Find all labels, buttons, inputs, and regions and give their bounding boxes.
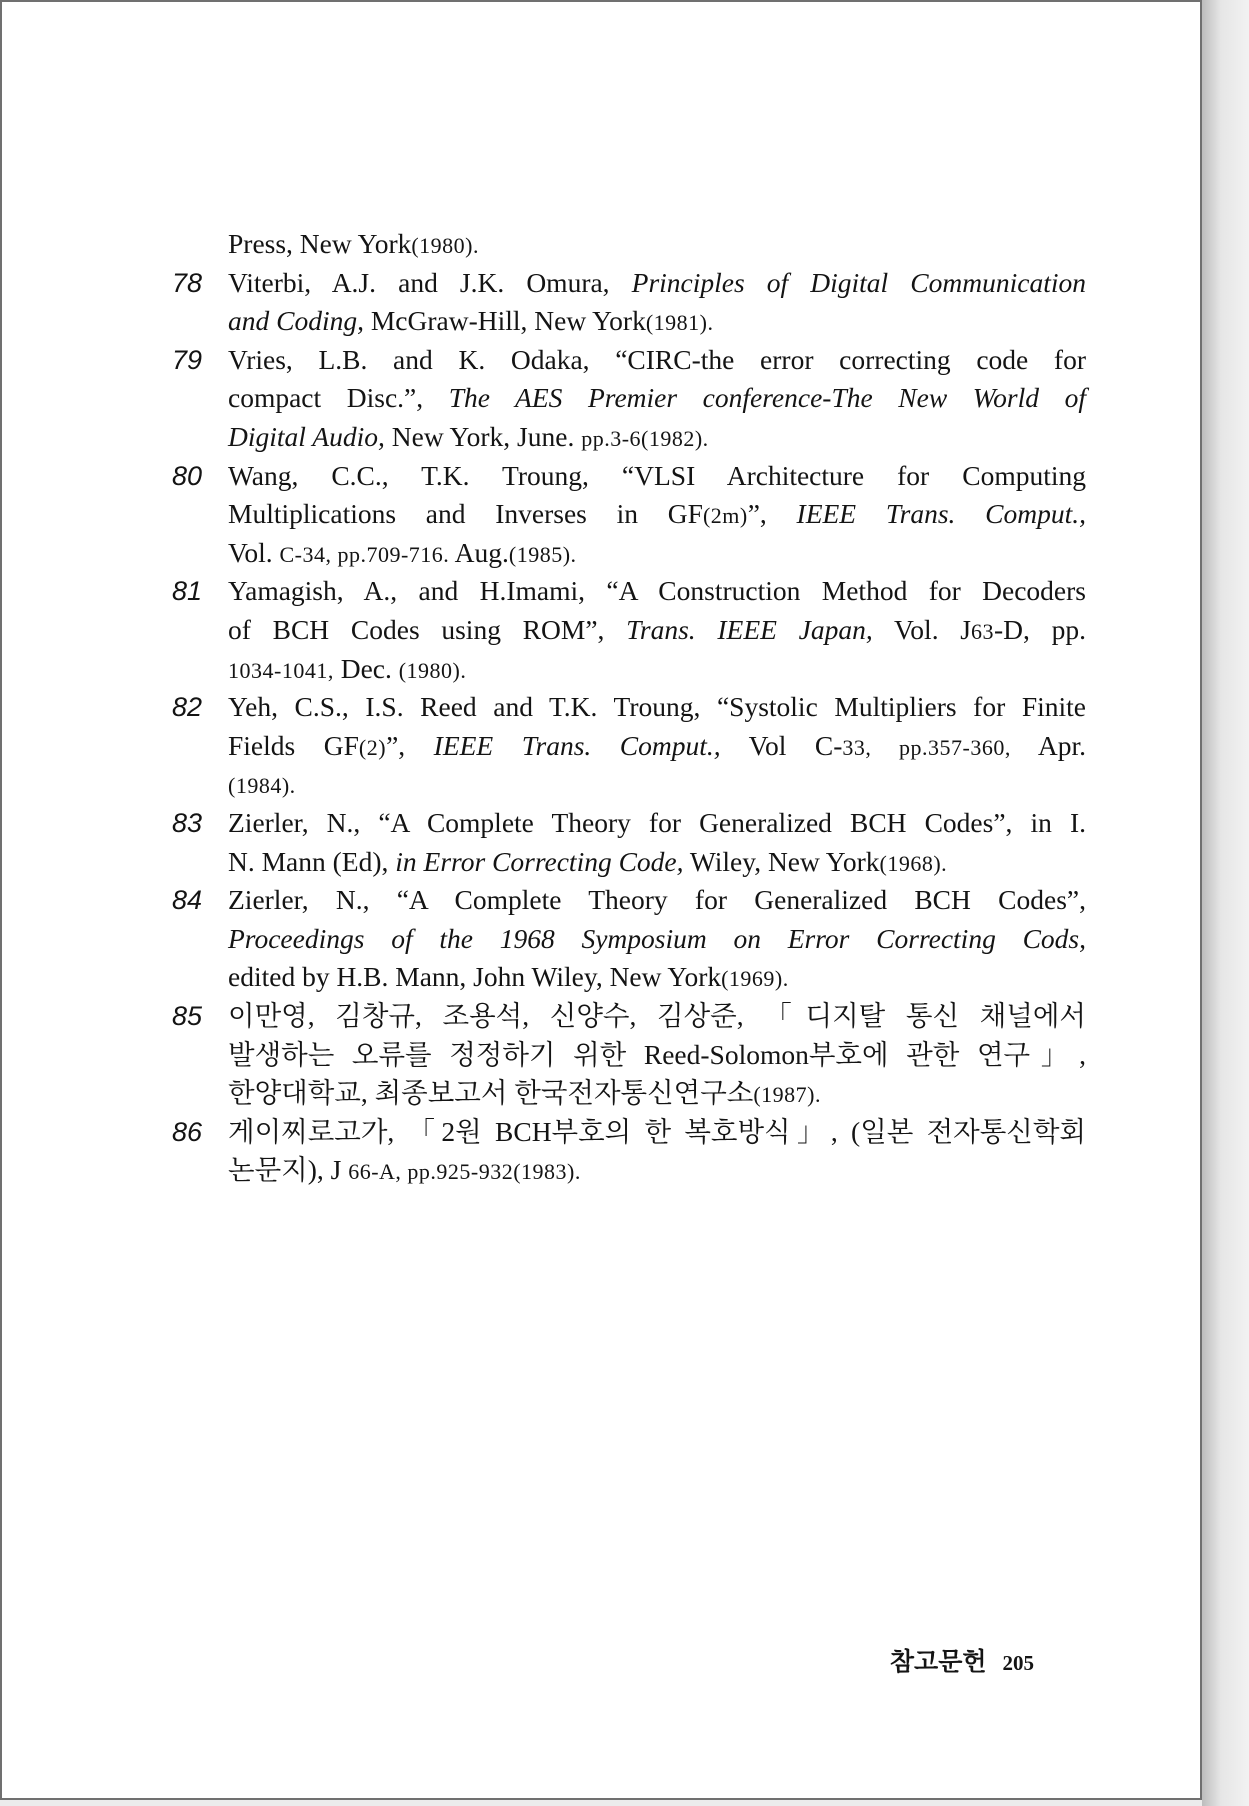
reference-text: Press, New York — [228, 228, 412, 259]
reference-line — [228, 959, 1086, 997]
reference-text: Zierler, N., “A Complete Theory for Generalized BCH Codes”, — [228, 884, 1086, 915]
reference-text: Dec. — [333, 653, 399, 684]
reference-text: (1980). — [398, 658, 467, 683]
reference-text: (1968). — [879, 851, 948, 876]
reference-line — [228, 612, 1086, 650]
reference-line — [228, 380, 1086, 416]
reference-line — [228, 651, 1086, 689]
reference-text: Vol C- — [720, 730, 843, 761]
reference-line — [228, 226, 1086, 264]
reference-text: Multiplications and Inverses in GF — [228, 498, 703, 529]
reference-text: edited by H.B. Mann, John Wiley, New York — [228, 961, 722, 992]
reference-text: Trans. IEEE Japan, — [626, 614, 873, 645]
reference-text: Zierler, N., “A Complete Theory for Generalized BCH Codes”, in I. — [228, 807, 1086, 838]
reference-text: Vol. J — [872, 614, 971, 645]
reference-text: Apr. — [1010, 730, 1086, 761]
reference-line — [228, 728, 1086, 766]
reference-number: 85 — [172, 1001, 203, 1031]
reference-line — [228, 458, 1086, 494]
reference-line — [228, 303, 1086, 341]
reference-text: 한양대학교, 최종보고서 한국전자통신연구소 — [228, 1077, 754, 1108]
page-footer — [890, 1642, 1034, 1678]
page-number: 205 — [1002, 1651, 1034, 1675]
reference-text: 논문지), J — [228, 1154, 349, 1185]
reference-text: compact Disc.”, — [228, 382, 449, 413]
reference-text: Viterbi, A.J. and J.K. Omura, — [228, 267, 632, 298]
reference-text: Vol. — [228, 537, 280, 568]
reference-line — [228, 805, 1086, 841]
reference-text: (2m) — [702, 503, 748, 528]
reference-line — [228, 1037, 1086, 1073]
reference-line — [228, 844, 1086, 882]
reference-text: 이만영, 김창규, 조용석, 신양수, 김상준, 「디지탈 통신 채널에서 — [228, 1000, 1086, 1031]
reference-number: 83 — [172, 808, 203, 838]
reference-text: The AES Premier conference-The New World of — [448, 382, 1086, 413]
reference-number: 84 — [172, 885, 203, 915]
reference-text: Principles of Digital Communication — [631, 267, 1086, 298]
reference-text: C-34, pp.709-716. — [279, 542, 450, 567]
reference-number: 82 — [172, 692, 203, 722]
reference-text: N. Mann (Ed), — [228, 846, 396, 877]
reference-text: (1985). — [508, 542, 577, 567]
reference-line — [228, 766, 1086, 804]
reference-text: IEEE Trans. Comput., — [433, 730, 721, 761]
reference-line — [228, 265, 1086, 301]
reference-text: Vries, L.B. and K. Odaka, “CIRC-the error correcting code for — [228, 344, 1086, 375]
reference-text: Yamagish, A., and H.Imami, “A Construction Method for Decoders — [228, 575, 1086, 606]
viewer-gutter — [1202, 0, 1249, 1806]
reference-text: ”, — [747, 498, 797, 529]
reference-text: (1984). — [228, 773, 296, 798]
reference-line — [228, 1152, 1086, 1190]
reference-line — [228, 882, 1086, 918]
reference-text: IEEE Trans. Comput., — [796, 498, 1086, 529]
reference-text: in Error Correcting Code, — [395, 846, 684, 877]
reference-number: 81 — [172, 576, 203, 606]
reference-text: 1034-1041, — [228, 658, 334, 683]
reference-text: (1969). — [721, 966, 789, 991]
reference-text: Wiley, New York — [683, 846, 880, 877]
reference-number: 80 — [172, 461, 203, 491]
reference-number: 78 — [172, 268, 203, 298]
reference-line — [228, 921, 1086, 957]
reference-text: 발생하는 오류를 정정하기 위한 Reed-Solomon부호에 관한 연구」, — [228, 1039, 1086, 1070]
reference-text: (1980). — [411, 233, 480, 258]
reference-text: Digital Audio, — [228, 421, 385, 452]
reference-text: McGraw-Hill, New York — [363, 305, 646, 336]
reference-text: (1981). — [645, 310, 714, 335]
reference-number: 86 — [172, 1117, 203, 1147]
reference-line — [228, 419, 1086, 457]
reference-text: 66-A, pp.925-932(1983). — [348, 1159, 581, 1184]
reference-text: of BCH Codes using ROM”, — [228, 614, 627, 645]
reference-text: pp.3-6(1982). — [581, 426, 709, 451]
reference-text: New York, June. — [384, 421, 582, 452]
reference-text: Fields GF — [228, 730, 359, 761]
reference-line — [228, 998, 1086, 1034]
reference-number: 79 — [172, 345, 203, 375]
reference-line — [228, 689, 1086, 725]
reference-text: Aug. — [449, 537, 509, 568]
reference-text: Wang, C.C., T.K. Troung, “VLSI Architecture for Computing — [228, 460, 1086, 491]
reference-text: Yeh, C.S., I.S. Reed and T.K. Troung, “Systolic Multipliers for Finite — [228, 691, 1086, 722]
reference-text: -D, pp. — [994, 614, 1086, 645]
reference-line — [228, 535, 1086, 573]
reference-text: ”, — [386, 730, 434, 761]
reference-line — [228, 573, 1086, 609]
reference-text: Proceedings of the 1968 Symposium on Error Correcting Cods, — [228, 923, 1086, 954]
reference-text: (2) — [358, 735, 387, 760]
reference-text: 게이찌로고가, 「2원 BCH부호의 한 복호방식」, (일본 전자통신학회 — [228, 1116, 1086, 1147]
footer-section-label: 참고문헌 — [889, 1649, 987, 1676]
reference-line — [228, 1114, 1086, 1150]
reference-text: and Coding, — [228, 305, 364, 336]
reference-line — [228, 342, 1086, 378]
reference-line — [228, 496, 1086, 534]
reference-text: 63 — [971, 619, 994, 644]
reference-text: (1987). — [753, 1082, 822, 1107]
reference-text: 33, pp.357-360, — [842, 735, 1011, 760]
reference-line — [228, 1075, 1086, 1113]
